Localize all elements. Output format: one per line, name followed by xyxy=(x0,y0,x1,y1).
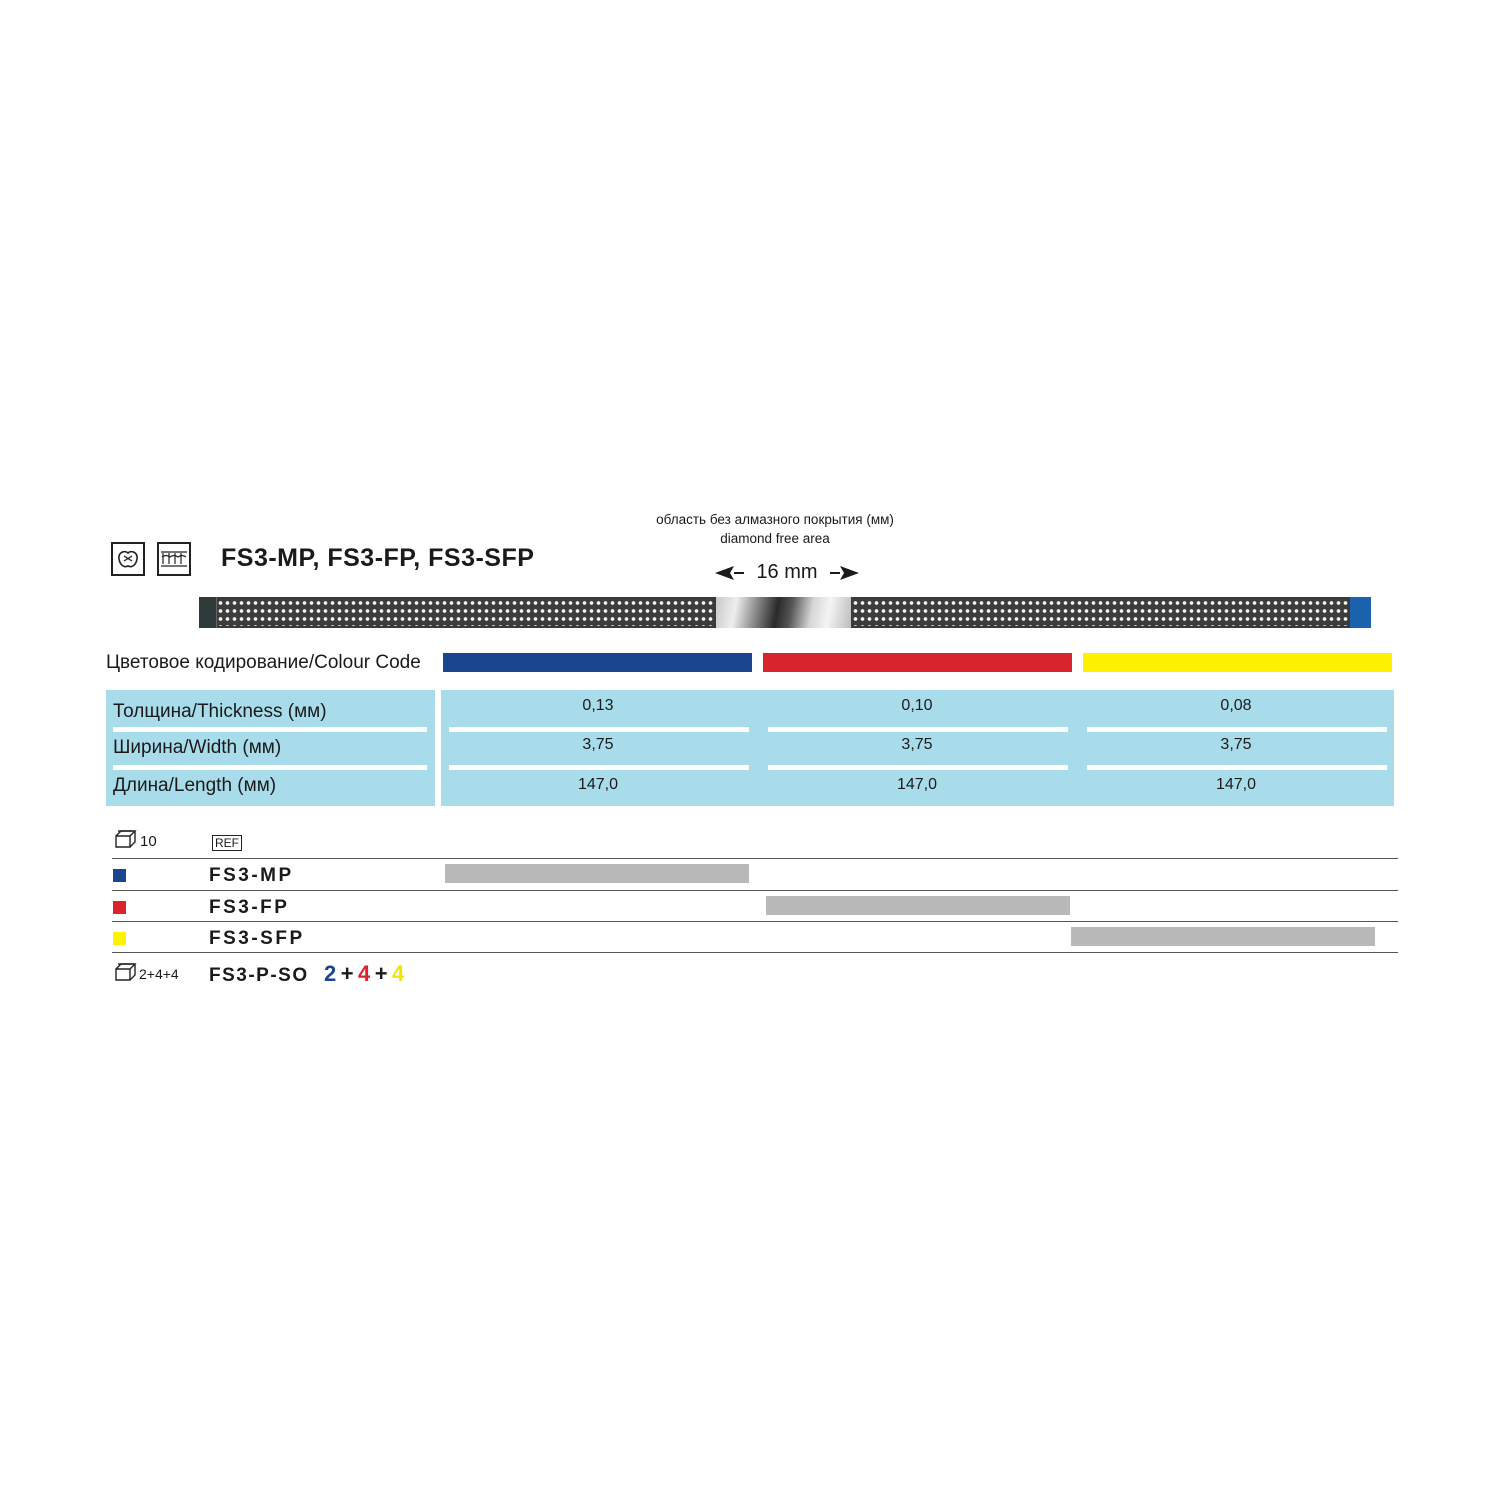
ref-symbol: REF xyxy=(212,835,242,851)
product-title: FS3-MP, FS3-FP, FS3-SFP xyxy=(221,544,535,572)
spec-separator xyxy=(768,727,1068,732)
spec-width-sfp: 3,75 xyxy=(1220,736,1252,753)
strip-left-end xyxy=(199,597,217,628)
package-icon xyxy=(114,829,138,849)
spec-length-fp: 147,0 xyxy=(896,776,938,793)
kit-plus: + xyxy=(340,961,354,986)
diamond-free-label-en: diamond free area xyxy=(720,531,830,546)
strip-diamond-free-area xyxy=(716,597,851,628)
availability-bar-fp xyxy=(766,896,1070,915)
teeth-interproximal-icon xyxy=(157,542,191,576)
table-rule xyxy=(112,858,1398,859)
kit-count-sfp: 4 xyxy=(392,961,405,986)
strip-perforated-right xyxy=(852,599,1349,626)
dental-stripping-icon xyxy=(111,542,145,576)
spec-separator xyxy=(1087,765,1387,770)
kit-count-mp: 2 xyxy=(324,961,337,986)
spec-thickness-mp: 0,13 xyxy=(582,697,614,714)
spec-length-mp: 147,0 xyxy=(577,776,619,793)
kit-quantity: 2+4+4 xyxy=(139,966,179,982)
colour-code-bar-yellow xyxy=(1083,653,1392,672)
diamond-free-label-ru: область без алмазного покрытия (мм) xyxy=(656,512,894,527)
availability-bar-sfp xyxy=(1071,927,1375,946)
colour-code-bar-red xyxy=(763,653,1072,672)
diamond-free-value: 16 mm xyxy=(756,561,818,583)
spec-separator xyxy=(449,765,749,770)
kit-count-fp: 4 xyxy=(358,961,371,986)
abrasive-strip xyxy=(199,597,1371,628)
spec-width-mp: 3,75 xyxy=(582,736,614,753)
kit-composition xyxy=(324,961,404,987)
spec-separator xyxy=(449,727,749,732)
spec-separator xyxy=(1087,727,1387,732)
spec-label-width: Ширина/Width (мм) xyxy=(113,737,282,758)
colour-square-red xyxy=(113,901,126,914)
product-code-fp: FS3-FP xyxy=(209,897,290,918)
spec-thickness-sfp: 0,08 xyxy=(1220,697,1252,714)
spec-separator xyxy=(768,765,1068,770)
spec-thickness-fp: 0,10 xyxy=(901,697,933,714)
product-code-sfp: FS3-SFP xyxy=(209,928,305,949)
colour-code-label: Цветовое кодирование/Colour Code xyxy=(106,652,421,673)
strip-colour-end xyxy=(1350,597,1371,628)
spec-label-length: Длина/Length (мм) xyxy=(113,775,277,796)
strip-perforated-left xyxy=(217,599,715,626)
availability-bar-mp xyxy=(445,864,749,883)
diamond-free-measure xyxy=(712,562,862,584)
spec-separator xyxy=(113,765,427,770)
pack-quantity: 10 xyxy=(140,833,157,850)
kit-plus: + xyxy=(374,961,388,986)
spec-label-thickness: Толщина/Thickness (мм) xyxy=(113,701,327,722)
colour-code-bar-blue xyxy=(443,653,752,672)
kit-package-icon xyxy=(114,962,138,982)
spec-separator xyxy=(113,727,427,732)
table-rule xyxy=(112,921,1398,922)
colour-square-blue xyxy=(113,869,126,882)
colour-square-yellow xyxy=(113,932,126,945)
spec-table-divider xyxy=(435,690,441,806)
spec-length-sfp: 147,0 xyxy=(1215,776,1257,793)
spec-width-fp: 3,75 xyxy=(901,736,933,753)
kit-code: FS3-P-SO xyxy=(209,965,309,986)
table-rule xyxy=(112,890,1398,891)
product-code-mp: FS3-MP xyxy=(209,865,294,886)
table-rule xyxy=(112,952,1398,953)
